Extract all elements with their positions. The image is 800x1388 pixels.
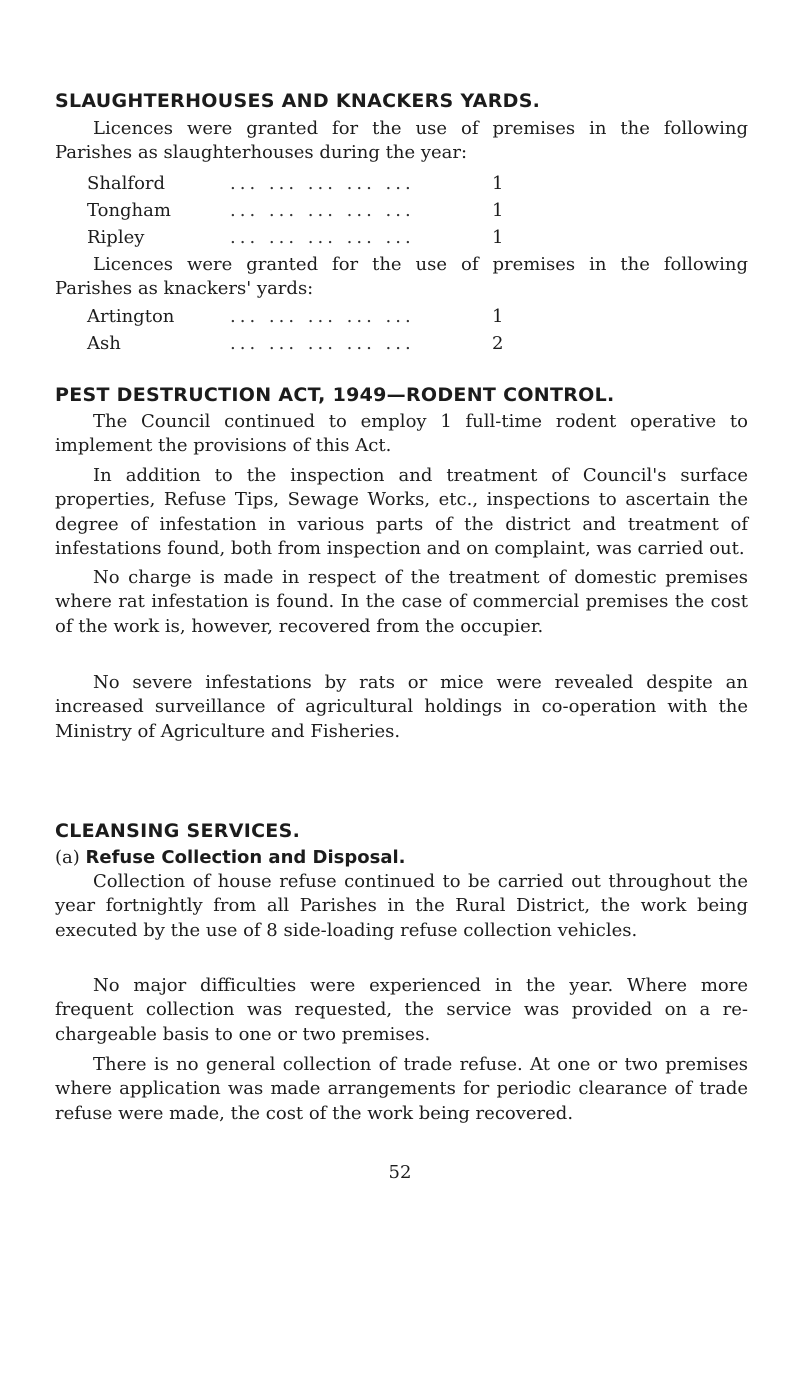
- licence-count: 1: [492, 173, 504, 194]
- cleansing-services-heading: CLEANSING SERVICES.: [55, 820, 301, 842]
- leader-dots: ... ... ... ... ...: [230, 333, 415, 354]
- pest-paragraph-1: The Council continued to employ 1 full-time rodent operative to implement the provisions of this Act.: [55, 411, 748, 457]
- leader-dots: ... ... ... ... ...: [230, 173, 415, 194]
- licence-count: 1: [492, 200, 504, 221]
- leader-dots: ... ... ... ... ...: [230, 227, 415, 248]
- list-item: [87, 224, 507, 251]
- knackers-yard-list: [87, 303, 507, 357]
- list-item: [87, 303, 507, 330]
- cleansing-paragraph-1: Collection of house refuse continued to be carried out throughout the year fortnightly from all Parishes in the Rural District, the work being executed by the use of 8 side-loading refuse collection vehicles.: [55, 871, 748, 941]
- pest-paragraph-2: In addition to the inspection and treatment of Council's surface properties, Refuse Tips, Sewage Works, etc., inspections to ascertain the degree of infestation in various parts of the district and treatment of infestations found, both from inspection and on complaint, was carried out.: [55, 465, 748, 559]
- page-number: 52: [388, 1162, 412, 1183]
- cleansing-paragraph-2: No major difficulties were experienced in the year. Where more frequent collection was requested, the service was provided on a re-chargeable basis to one or two premises.: [55, 975, 748, 1045]
- slaughterhouses-intro: Licences were granted for the use of premises in the following Parishes as slaughterhouses during the year:: [55, 118, 748, 164]
- slaughterhouses-heading: SLAUGHTERHOUSES AND KNACKERS YARDS.: [55, 90, 541, 112]
- leader-dots: ... ... ... ... ...: [230, 306, 415, 327]
- parish-name: Tongham: [87, 200, 171, 221]
- list-item: [87, 170, 507, 197]
- leader-dots: ... ... ... ... ...: [230, 200, 415, 221]
- licence-count: 1: [492, 227, 504, 248]
- licence-count: 1: [492, 306, 504, 327]
- cleansing-paragraph-3: There is no general collection of trade refuse. At one or two premises where application was made arrangements for periodic clearance of trade refuse were made, the cost of the work being recovered.: [55, 1054, 748, 1124]
- subsection-marker: (a): [55, 847, 80, 868]
- subsection-title: Refuse Collection and Disposal.: [85, 847, 406, 868]
- knackers-intro: Licences were granted for the use of premises in the following Parishes as knackers' yards:: [55, 254, 748, 300]
- parish-name: Ash: [87, 333, 121, 354]
- parish-name: Shalford: [87, 173, 166, 194]
- slaughterhouse-list: [87, 170, 507, 251]
- list-item: [87, 197, 507, 224]
- licence-count: 2: [492, 333, 504, 354]
- pest-paragraph-4: No severe infestations by rats or mice were revealed despite an increased surveillance of agricultural holdings in co-operation with the Ministry of Agriculture and Fisheries.: [55, 672, 748, 742]
- parish-name: Artington: [87, 306, 175, 327]
- list-item: [87, 330, 507, 357]
- parish-name: Ripley: [87, 227, 145, 248]
- pest-paragraph-3: No charge is made in respect of the treatment of domestic premises where rat infestation is found. In the case of commercial premises the cost of the work is, however, recovered from the occupier.: [55, 567, 748, 637]
- pest-destruction-heading: PEST DESTRUCTION ACT, 1949—RODENT CONTROL.: [55, 384, 615, 406]
- refuse-collection-subheading: [55, 846, 406, 870]
